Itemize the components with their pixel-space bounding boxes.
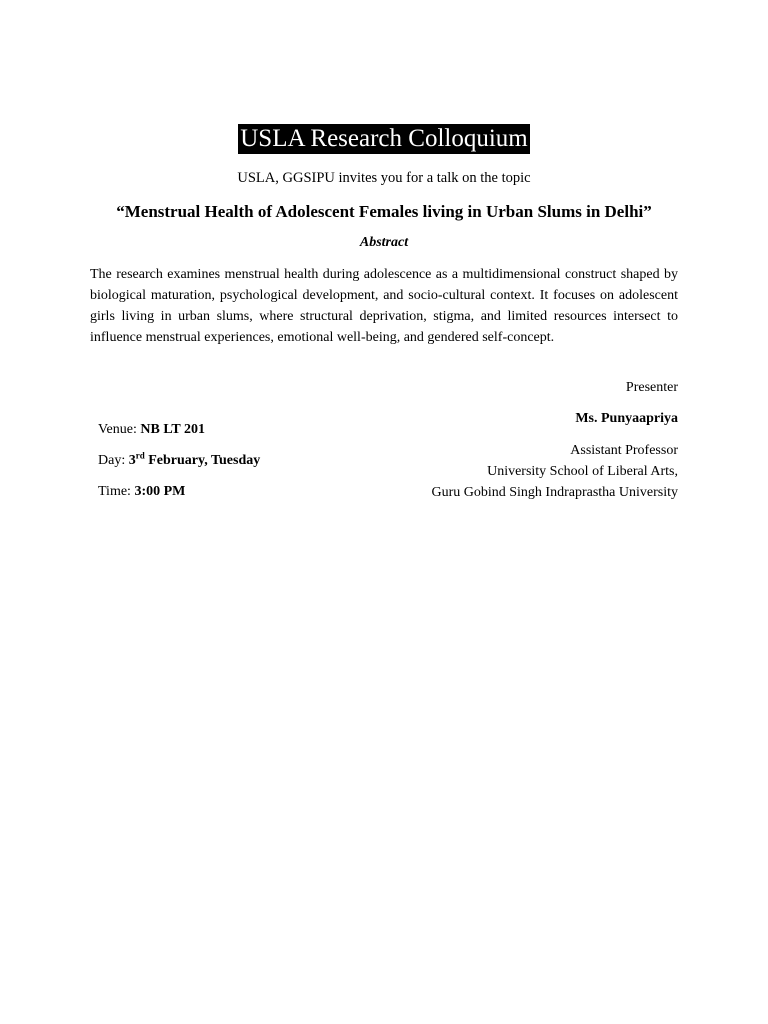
day-number: 3 [128, 453, 136, 468]
presenter-designation: Assistant Professor [570, 443, 678, 458]
time-label: Time: [98, 484, 135, 499]
venue-value: NB LT 201 [140, 422, 205, 437]
venue-label: Venue: [98, 422, 141, 437]
day-value [128, 450, 261, 468]
day-label: Day: [98, 453, 129, 468]
page-title: USLA Research Colloquium [240, 125, 528, 152]
abstract-text: The research examines menstrual health during adolescence as a multidimensional construct shaped by biological maturation, psychological development, and socio-cultural context. It focuses on adolescent girls living in urban slums, where structural deprivation, stigma, and limited resources intersect to influence menstrual experiences, emotional well-being, and gendered self-concept. [90, 267, 678, 345]
time-row [98, 482, 260, 513]
day-suffix: rd [135, 450, 145, 461]
day-rest: February, Tuesday [144, 453, 261, 468]
time-value: 3:00 PM [134, 484, 186, 499]
presenter-school: University School of Liberal Arts, [487, 464, 678, 479]
presenter-label: Presenter [625, 380, 678, 395]
venue-row [98, 420, 260, 451]
presenter-block [318, 378, 678, 503]
abstract-heading: Abstract [359, 235, 409, 250]
day-row [98, 451, 260, 482]
presenter-name: Ms. Punyaapriya [575, 411, 678, 426]
invitation-line: USLA, GGSIPU invites you for a talk on the topic [237, 170, 531, 186]
talk-topic: “Menstrual Health of Adolescent Females living in Urban Slums in Delhi” [116, 202, 652, 221]
event-details [98, 420, 260, 513]
presenter-university: Guru Gobind Singh Indraprastha University [431, 485, 678, 500]
title-container [0, 124, 768, 154]
